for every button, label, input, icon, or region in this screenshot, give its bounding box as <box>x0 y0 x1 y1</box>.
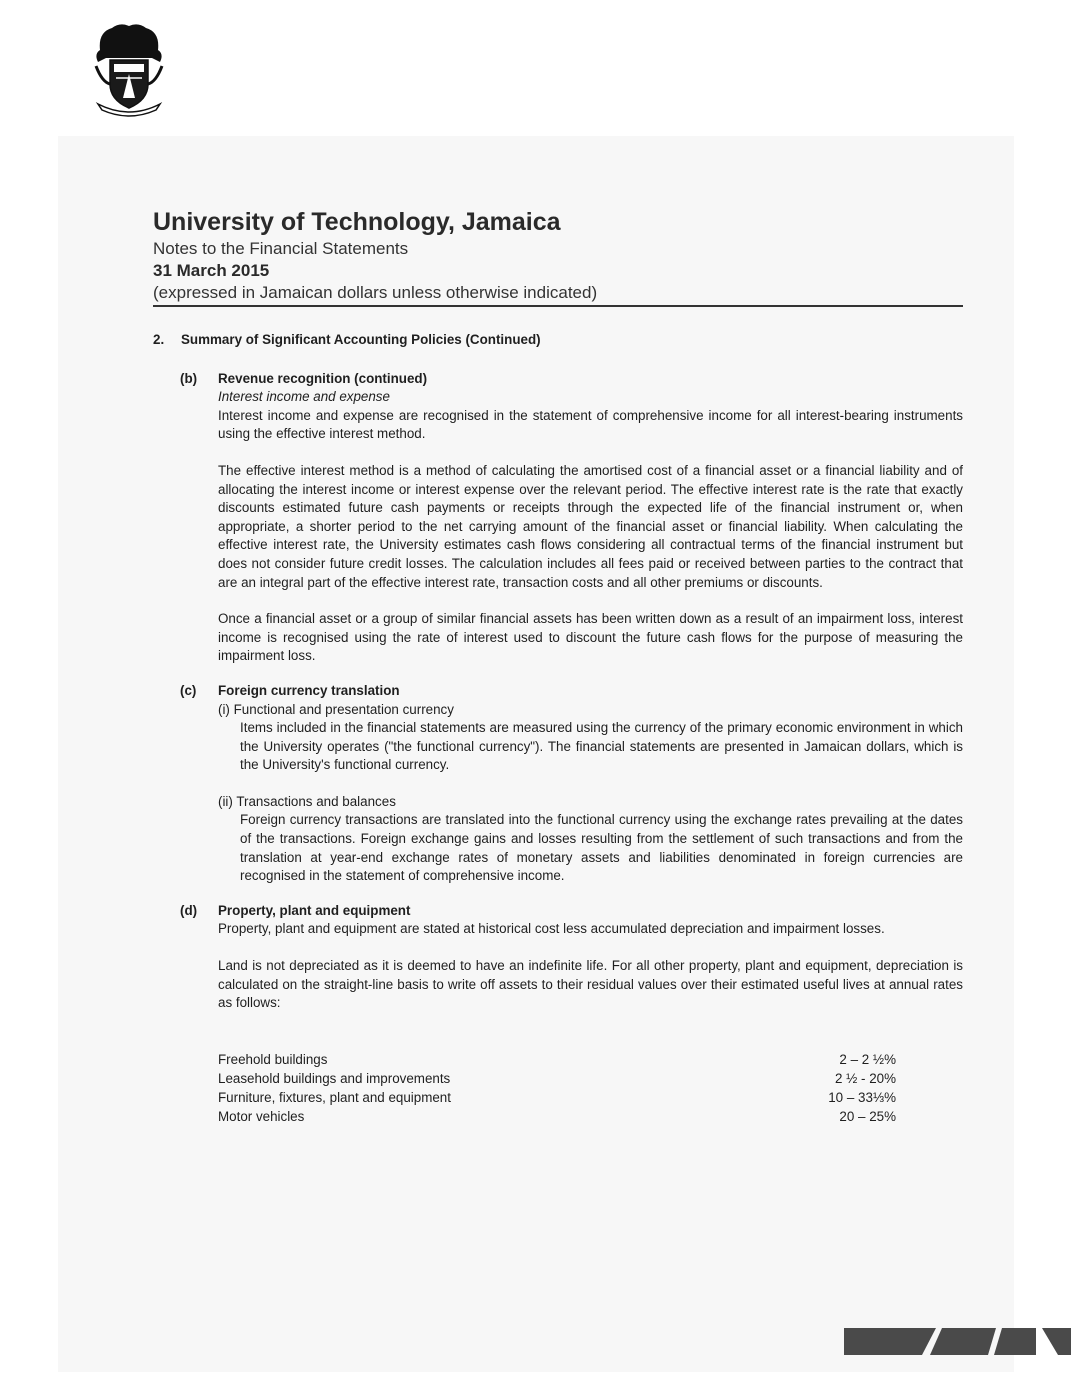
subsection-d-title: Property, plant and equipment <box>218 902 411 918</box>
interest-income-heading: Interest income and expense <box>218 389 390 405</box>
table-row <box>218 1107 896 1126</box>
document-title: University of Technology, Jamaica <box>153 208 561 236</box>
paragraph: Foreign currency transactions are translated into the functional currency using the exchange rates prevailing at the dates of the transactions. Foreign exchange gains and losses resulting from the settlement of such transactions and from the translation at year-end exchange rates of monetary assets and liabilities denominated in foreign currencies are recognised in the statement of comprehensive income. <box>240 812 963 884</box>
table-row <box>218 1069 896 1088</box>
document-subtitle: Notes to the Financial Statements <box>153 239 409 258</box>
depreciation-rates-table <box>218 1050 896 1126</box>
paragraph: Interest income and expense are recognised in the statement of comprehensive income for all interest-bearing instruments using the effective interest method. <box>218 407 963 442</box>
currency-note: (expressed in Jamaican dollars unless otherwise indicated) <box>153 283 598 302</box>
subsection-c-label: (c) <box>180 682 197 698</box>
subsection-c <box>153 682 963 886</box>
header-divider <box>153 305 963 307</box>
subsection-b-title: Revenue recognition (continued) <box>218 370 428 386</box>
list-item <box>218 793 963 886</box>
asset-class: Furniture, fixtures, plant and equipment <box>218 1089 451 1105</box>
depreciation-rate: 2 ½ - 20% <box>834 1070 896 1086</box>
asset-class: Leasehold buildings and improvements <box>218 1070 451 1086</box>
section-number: 2. <box>153 332 165 347</box>
paragraph: Property, plant and equipment are stated at historical cost less accumulated depreciation and impairment losses. <box>218 921 885 937</box>
list-item <box>218 701 963 775</box>
document-header <box>153 206 963 304</box>
subsection-d-label: (d) <box>180 902 198 918</box>
subsection-b <box>153 370 963 666</box>
asset-class: Freehold buildings <box>218 1051 328 1067</box>
section-heading <box>153 331 963 350</box>
depreciation-rate: 2 – 2 ½% <box>839 1051 896 1067</box>
document-date: 31 March 2015 <box>153 261 270 280</box>
document-body <box>153 331 963 1126</box>
asset-class: Motor vehicles <box>218 1108 305 1124</box>
table-row <box>218 1088 896 1107</box>
subsection-b-label: (b) <box>180 370 198 386</box>
paragraph: Items included in the financial statements are measured using the currency of the primary economic environment in which the University operates ("the functional currency"). The financial statements are presented in Jamaican dollars, which is the University's functional currency. <box>240 720 963 773</box>
subsection-d <box>153 902 963 1126</box>
footer-decoration <box>844 1328 1071 1355</box>
section-title: Summary of Significant Accounting Policies (Continued) <box>181 332 541 347</box>
paragraph: Once a financial asset or a group of similar financial assets has been written down as a result of an impairment loss, interest income is recognised using the rate of interest used to discount the future cash flows for the purpose of measuring the impairment loss. <box>218 611 963 664</box>
item-title: (ii) Transactions and balances <box>218 793 396 809</box>
university-crest-logo <box>90 22 168 118</box>
depreciation-rate: 10 – 33⅓% <box>828 1089 896 1105</box>
item-title: (i) Functional and presentation currency <box>218 701 454 717</box>
subsection-c-title: Foreign currency translation <box>218 682 400 698</box>
paragraph: The effective interest method is a method of calculating the amortised cost of a financial asset or a financial liability and of allocating the interest income or interest expense over the relevant period. The effective interest rate is the rate that exactly discounts estimated future cash payments or receipts through the expected life of the financial instrument or, when appropriate, a shorter period to the net carrying amount of the financial asset or financial liability. When calculating the effective interest rate, the University estimates cash flows considering all contractual terms of the financial instrument but does not consider future credit losses. The calculation includes all fees paid or received between parties to the contract that are an integral part of the effective interest rate, transaction costs and all other premiums or discounts. <box>218 462 963 590</box>
depreciation-rate: 20 – 25% <box>839 1108 896 1124</box>
paragraph: Land is not depreciated as it is deemed to have an indefinite life. For all other property, plant and equipment, depreciation is calculated on the straight-line basis to write off assets to their residual values over their estimated useful lives at annual rates as follows: <box>218 958 963 1011</box>
table-row <box>218 1050 896 1069</box>
